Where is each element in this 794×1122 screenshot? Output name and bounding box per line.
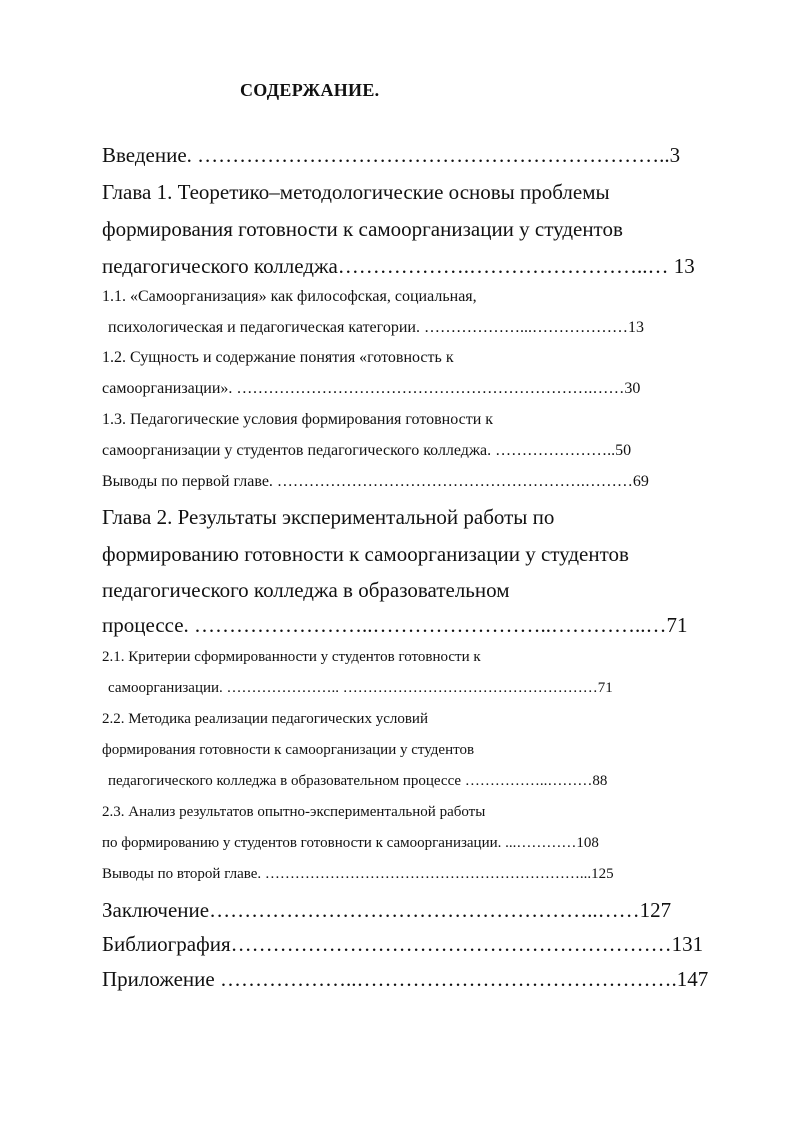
toc-conclusions-chapter2: Выводы по второй главе. ………………………………………………………...125 bbox=[102, 866, 614, 882]
toc-conclusions-chapter1: Выводы по первой главе. ………………………………………………….………69 bbox=[102, 473, 649, 490]
toc-chapter2-line2: формированию готовности к самоорганизации у студентов bbox=[102, 542, 629, 566]
toc-section-2-3-line2: по формированию у студентов готовности к самоорганизации. ...…………108 bbox=[102, 835, 599, 851]
toc-chapter2-line1: Глава 2. Результаты экспериментальной работы по bbox=[102, 505, 555, 529]
toc-conclusion: Заключение………………………………………………..……127 bbox=[102, 898, 672, 922]
toc-chapter2-line4: процессе. ……………………..……………………..…………..…71 bbox=[102, 613, 688, 637]
toc-appendix: Приложение ………………..……………………………………….147 bbox=[102, 967, 709, 991]
toc-chapter1-line2: формирования готовности к самоорганизации у студентов bbox=[102, 217, 623, 241]
toc-section-2-2-line2: формирования готовности к самоорганизации у студентов bbox=[102, 742, 475, 758]
toc-section-2-1-line2: самоорганизации. ………………….. ……………………………………………71 bbox=[108, 680, 613, 696]
toc-section-1-2-line2: самоорганизации». ………………………………………………………….……30 bbox=[102, 380, 641, 397]
toc-section-2-2-line3: педагогического колледжа в образовательном процессе ……………..………88 bbox=[108, 773, 608, 789]
toc-section-1-1-line1: 1.1. «Самоорганизация» как философская, социальная, bbox=[102, 288, 477, 305]
toc-section-2-2-line1: 2.2. Методика реализации педагогических условий bbox=[102, 711, 428, 727]
toc-chapter1-line1: Глава 1. Теоретико–методологические основы проблемы bbox=[102, 180, 610, 204]
toc-bibliography: Библиография………………………………………………………131 bbox=[102, 932, 704, 956]
toc-section-1-2-line1: 1.2. Сущность и содержание понятия «готовность к bbox=[102, 349, 454, 366]
toc-section-2-1-line1: 2.1. Критерии сформированности у студентов готовности к bbox=[102, 649, 481, 665]
toc-chapter1-line3: педагогического колледжа……………….……………………..… 13 bbox=[102, 254, 695, 278]
page-title: СОДЕРЖАНИЕ. bbox=[240, 80, 380, 100]
toc-intro: Введение. …………………………………………………………..3 bbox=[102, 143, 681, 167]
toc-section-2-3-line1: 2.3. Анализ результатов опытно-экспериментальной работы bbox=[102, 804, 486, 820]
toc-chapter2-line3: педагогического колледжа в образовательном bbox=[102, 578, 510, 602]
toc-section-1-1-line2: психологическая и педагогическая категории. ………………...………………13 bbox=[108, 319, 644, 336]
toc-section-1-3-line2: самоорганизации у студентов педагогического колледжа. …………………..50 bbox=[102, 442, 632, 459]
toc-section-1-3-line1: 1.3. Педагогические условия формирования готовности к bbox=[102, 411, 494, 428]
